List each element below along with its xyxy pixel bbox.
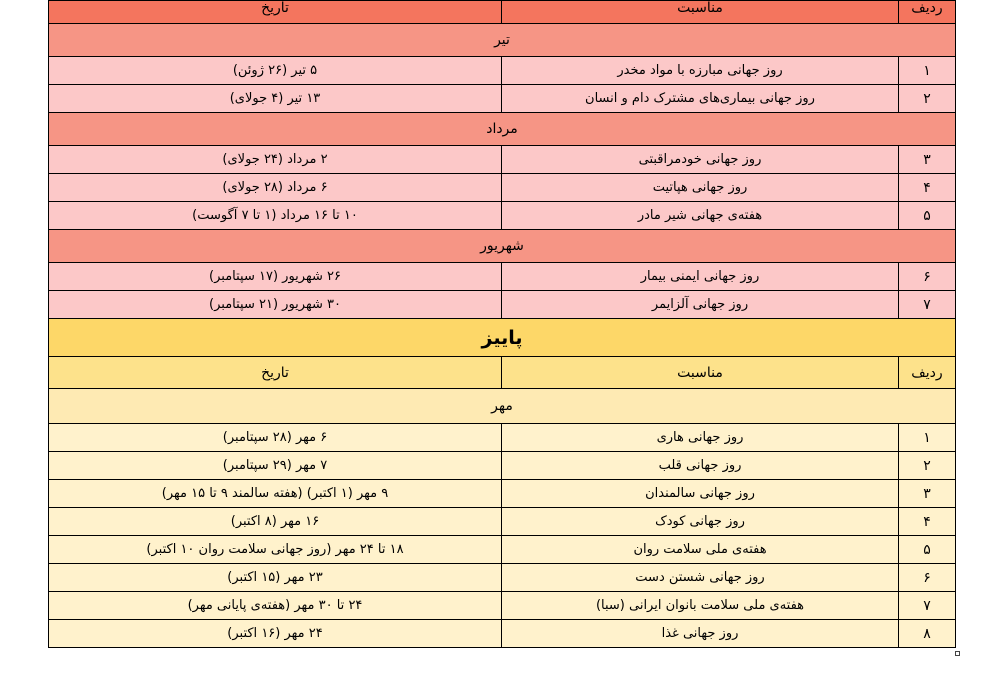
row-date: ۱۰ تا ۱۶ مرداد (۱ تا ۷ آگوست) xyxy=(49,202,502,230)
header-date: تاریخ xyxy=(49,1,502,24)
header-occasion: مناسبت xyxy=(502,357,899,389)
row-date: ۷ مهر (۲۹ سپتامبر) xyxy=(49,452,502,480)
header-occasion: مناسبت xyxy=(502,1,899,24)
row-num: ۳ xyxy=(899,480,956,508)
table-row xyxy=(49,263,956,291)
table-row xyxy=(49,146,956,174)
row-date: ۶ مهر (۲۸ سپتامبر) xyxy=(49,424,502,452)
row-date: ۲۳ مهر (۱۵ اکتبر) xyxy=(49,564,502,592)
row-num: ۲ xyxy=(899,85,956,113)
month-row-mehr xyxy=(49,389,956,424)
row-num: ۵ xyxy=(899,536,956,564)
row-num: ۳ xyxy=(899,146,956,174)
document-page xyxy=(48,0,955,648)
table-row xyxy=(49,564,956,592)
table-row xyxy=(49,424,956,452)
row-occasion: روز جهانی قلب xyxy=(502,452,899,480)
row-num: ۱ xyxy=(899,57,956,85)
row-date: ۱۶ مهر (۸ اکتبر) xyxy=(49,508,502,536)
season-title: پاییز xyxy=(49,319,956,357)
row-occasion: روز جهانی هپاتیت xyxy=(502,174,899,202)
row-occasion: روز جهانی ایمنی بیمار xyxy=(502,263,899,291)
table-row xyxy=(49,202,956,230)
row-date: ۳۰ شهریور (۲۱ سپتامبر) xyxy=(49,291,502,319)
table-row xyxy=(49,480,956,508)
table-row xyxy=(49,508,956,536)
row-num: ۴ xyxy=(899,174,956,202)
autumn-header-row xyxy=(49,357,956,389)
table-row xyxy=(49,174,956,202)
row-occasion: روز جهانی شستن دست xyxy=(502,564,899,592)
row-occasion: روز جهانی هاری xyxy=(502,424,899,452)
row-date: ۲۴ تا ۳۰ مهر (هفته‌ی پایانی مهر) xyxy=(49,592,502,620)
row-num: ۷ xyxy=(899,592,956,620)
row-num: ۷ xyxy=(899,291,956,319)
row-occasion: هفته‌ی جهانی شیر مادر xyxy=(502,202,899,230)
row-num: ۱ xyxy=(899,424,956,452)
table-row xyxy=(49,452,956,480)
row-occasion: روز جهانی مبارزه با مواد مخدر xyxy=(502,57,899,85)
row-num: ۶ xyxy=(899,564,956,592)
row-occasion: هفته‌ی ملی سلامت بانوان ایرانی (سبا) xyxy=(502,592,899,620)
row-date: ۲۶ شهریور (۱۷ سپتامبر) xyxy=(49,263,502,291)
row-occasion: روز جهانی بیماری‌های مشترک دام و انسان xyxy=(502,85,899,113)
month-row-mordad xyxy=(49,113,956,146)
header-date: تاریخ xyxy=(49,357,502,389)
health-calendar-table xyxy=(48,0,956,648)
row-occasion: روز جهانی غذا xyxy=(502,620,899,648)
month-row-tir xyxy=(49,24,956,57)
table-row xyxy=(49,291,956,319)
row-occasion: روز جهانی آلزایمر xyxy=(502,291,899,319)
row-date: ۶ مرداد (۲۸ جولای) xyxy=(49,174,502,202)
season-row-autumn xyxy=(49,319,956,357)
month-label: مرداد xyxy=(49,113,956,146)
row-num: ۴ xyxy=(899,508,956,536)
row-date: ۲ مرداد (۲۴ جولای) xyxy=(49,146,502,174)
summer-header-row xyxy=(49,1,956,24)
row-occasion: روز جهانی خودمراقبتی xyxy=(502,146,899,174)
row-num: ۶ xyxy=(899,263,956,291)
row-date: ۹ مهر (۱ اکتبر) (هفته سالمند ۹ تا ۱۵ مهر) xyxy=(49,480,502,508)
row-num: ۵ xyxy=(899,202,956,230)
table-row xyxy=(49,536,956,564)
table-row xyxy=(49,620,956,648)
row-num: ۸ xyxy=(899,620,956,648)
month-label: تیر xyxy=(49,24,956,57)
row-date: ۲۴ مهر (۱۶ اکتبر) xyxy=(49,620,502,648)
row-date: ۱۸ تا ۲۴ مهر (روز جهانی سلامت روان ۱۰ اکتبر) xyxy=(49,536,502,564)
table-resize-handle[interactable] xyxy=(955,651,960,656)
row-occasion: روز جهانی سالمندان xyxy=(502,480,899,508)
month-label: شهریور xyxy=(49,230,956,263)
header-num: ردیف xyxy=(899,357,956,389)
month-label: مهر xyxy=(49,389,956,424)
row-date: ۵ تیر (۲۶ ژوئن) xyxy=(49,57,502,85)
row-occasion: هفته‌ی ملی سلامت روان xyxy=(502,536,899,564)
month-row-shahrivar xyxy=(49,230,956,263)
row-date: ۱۳ تیر (۴ جولای) xyxy=(49,85,502,113)
row-occasion: روز جهانی کودک xyxy=(502,508,899,536)
row-num: ۲ xyxy=(899,452,956,480)
table-row xyxy=(49,592,956,620)
table-row xyxy=(49,57,956,85)
header-num: ردیف xyxy=(899,1,956,24)
table-row xyxy=(49,85,956,113)
